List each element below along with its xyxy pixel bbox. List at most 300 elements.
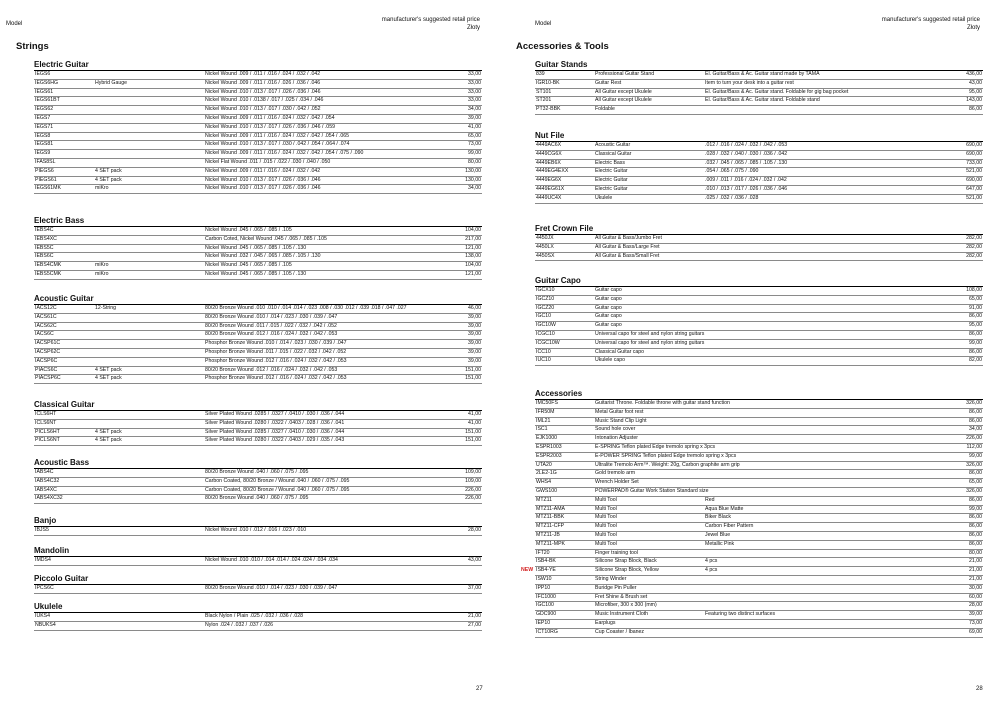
- spec-cell: Phosphor Bronze Wound .011 / .015 / .022 / .032 / .042 / .052: [205, 348, 347, 355]
- spec-cell: 80/20 Bronze Wound .011 / .015 / .022 / .032 / .042 / .052: [205, 322, 337, 329]
- model-cell: ICC10: [536, 348, 551, 355]
- table-row: [535, 322, 983, 331]
- spec-cell: Nickel Wound .009 / .011 / .016 / .026 / .036 / .046: [205, 79, 321, 86]
- spec-cell: Nickel Wound .010 / .013 / .017 / .026 / .036 / .046: [205, 176, 321, 183]
- price-cell: 33,00: [468, 79, 481, 86]
- price-cell: 151,00: [465, 437, 481, 444]
- price-cell: 86,00: [969, 417, 982, 424]
- variant-cell: Electric Guitar: [595, 185, 628, 192]
- model-cell: 4450JX: [536, 235, 554, 241]
- header-price-line1: manufacturer's suggested retail price: [381, 17, 480, 23]
- spec-cell: .025 / .032 / .036 / .028: [705, 194, 759, 201]
- model-cell: IEGS61BT: [35, 97, 60, 104]
- table-row: [34, 80, 482, 89]
- price-cell: 282,00: [966, 235, 982, 241]
- price-cell: 226,00: [465, 486, 481, 493]
- table-row: [34, 429, 482, 438]
- model-cell: 2LE2-1G: [536, 470, 557, 477]
- price-cell: 86,00: [969, 348, 982, 355]
- model-cell: IACSP62C: [35, 348, 61, 355]
- variant-cell: String Winder: [595, 575, 627, 582]
- section: [535, 131, 983, 204]
- table-row: [535, 462, 983, 471]
- price-cell: 27,00: [468, 621, 481, 628]
- price-cell: 86,00: [969, 470, 982, 477]
- price-cell: 226,00: [465, 495, 481, 502]
- model-cell: ICLS6HT: [35, 411, 57, 417]
- table-row: [535, 71, 983, 80]
- spec-cell: Jewel Blue: [705, 531, 731, 538]
- section-heading: Ukulele: [34, 602, 63, 611]
- table-row: [34, 185, 482, 194]
- table-row: [535, 523, 983, 532]
- table-row: [34, 358, 482, 367]
- spec-cell: Nickel Wound .009 / .011 / .016 / .024 / .032 / .042 / .054: [205, 114, 335, 121]
- price-table: [34, 70, 482, 194]
- price-cell: 138,00: [465, 253, 481, 260]
- table-row: [535, 541, 983, 550]
- price-cell: 65,00: [969, 479, 982, 486]
- section-heading: Guitar Capo: [535, 276, 581, 285]
- model-cell: ISC1: [536, 426, 548, 433]
- model-cell: IFAS8SL: [35, 158, 56, 165]
- model-cell: IEGS8: [35, 132, 51, 139]
- price-cell: 326,00: [966, 400, 982, 406]
- price-cell: 217,00: [465, 235, 481, 242]
- variant-cell: miKro: [95, 270, 109, 277]
- table-row: [535, 80, 983, 89]
- price-cell: 43,00: [969, 79, 982, 86]
- price-cell: 73,00: [468, 141, 481, 148]
- spec-cell: Black Nylon / Plain .025 / .032 / .036 / .028: [205, 613, 304, 619]
- spec-cell: Nickel Wound .010 / .013 / .017 / .026 / .036 / .046: [205, 88, 321, 95]
- table-row: [535, 151, 983, 160]
- price-cell: 69,00: [969, 628, 982, 635]
- spec-cell: Phosphor Bronze Wound .012 / .016 / .024 / .032 / .042 / .053: [205, 357, 347, 364]
- model-cell: 4450LX: [536, 243, 554, 250]
- spec-cell: Carbon Coated, 80/20 Bronze / Wound .040 / .060 / .075 / .095: [205, 477, 350, 484]
- price-cell: 65,00: [969, 295, 982, 302]
- section-heading: Banjo: [34, 516, 57, 525]
- spec-cell: Phosphor Bronze Wound .010 / .014 / .023 / .030 / .039 / .047: [205, 340, 347, 347]
- variant-cell: E-POWER SPRING Teflon plated Edge tremolo spring x 3pcs: [595, 452, 737, 459]
- model-cell: PIEGS6: [35, 167, 54, 174]
- price-cell: 39,00: [468, 331, 481, 338]
- spec-cell: Metallic Pink: [705, 540, 735, 547]
- price-cell: 104,00: [465, 262, 481, 269]
- spec-cell: .028 / .032 / .040 / .030 / .036 / .042: [705, 150, 788, 157]
- price-cell: 151,00: [465, 428, 481, 435]
- model-cell: ST101: [536, 88, 552, 95]
- table-row: [34, 177, 482, 186]
- price-cell: 41,00: [468, 123, 481, 130]
- model-cell: IFR50M: [536, 408, 555, 415]
- price-cell: 41,00: [468, 411, 481, 417]
- variant-cell: Guitar capo: [595, 304, 622, 311]
- variant-cell: 4 SET pack: [95, 437, 122, 444]
- model-cell: 4449EG4EXX: [536, 168, 569, 175]
- model-cell: GWS100: [536, 487, 558, 494]
- table-row: [535, 418, 983, 427]
- variant-cell: Gold tremolo arm: [595, 470, 636, 477]
- table-row: [34, 271, 482, 280]
- price-cell: 34,00: [468, 185, 481, 192]
- variant-cell: 12-String: [95, 305, 117, 311]
- table-row: [34, 168, 482, 177]
- table-row: [535, 629, 983, 638]
- table-row: [34, 227, 482, 236]
- price-cell: 86,00: [969, 540, 982, 547]
- table-row: [535, 594, 983, 603]
- section-heading: Mandolin: [34, 546, 70, 555]
- table-row: [535, 620, 983, 629]
- model-cell: IGCZ20: [536, 304, 555, 311]
- section: [34, 602, 482, 631]
- price-cell: 690,00: [966, 150, 982, 157]
- table-row: [535, 349, 983, 358]
- model-cell: PICLS6HT: [35, 428, 60, 435]
- price-cell: 690,00: [966, 177, 982, 184]
- model-cell: IEGS71: [35, 123, 54, 130]
- spec-cell: .054 / .065 / .075 / .090: [705, 168, 759, 175]
- table-row: [34, 349, 482, 358]
- model-cell: IPP10: [536, 584, 551, 591]
- header-model: Model: [535, 21, 552, 27]
- table-row: [535, 400, 983, 409]
- variant-cell: Classical Guitar capo: [595, 348, 645, 355]
- price-cell: 109,00: [465, 469, 481, 475]
- spec-cell: 80/20 Bronze Wound .010 / .014 / .023 / .030 / .039 / .047: [205, 313, 338, 320]
- table-row: [535, 514, 983, 523]
- section-heading: Accessories: [535, 389, 583, 398]
- spec-cell: 80/20 Bronze Wound .040 / .060 / .075 / .095: [205, 495, 309, 502]
- model-cell: IEBS4CMK: [35, 262, 62, 269]
- price-cell: 99,00: [969, 452, 982, 459]
- section-heading: Nut File: [535, 131, 565, 140]
- table-row: [34, 323, 482, 332]
- spec-cell: Nickel Wound .010 / .0138 / .017 / .025 / .034 / .046: [205, 97, 324, 104]
- spec-cell: Carbon Coated, 80/20 Bronze / Wound .040 / .060 / .075 / .095: [205, 486, 350, 493]
- table-row: [535, 340, 983, 349]
- spec-cell: Nickel Flat Wound .011 / .015 / .022 / .030 / .040 / .050: [205, 158, 331, 165]
- price-cell: 33,00: [468, 88, 481, 95]
- variant-cell: Sound hole cover: [595, 426, 636, 433]
- spec-cell: Nickel Wound .045 / .065 / .085 / .105 / .130: [205, 244, 307, 251]
- variant-cell: Guitarist Throne. Foldable throne with guitar stand function: [595, 400, 730, 406]
- table-row: [535, 106, 983, 115]
- model-cell: 4449EG6X: [536, 177, 562, 184]
- spec-cell: 4 pcs: [705, 558, 718, 565]
- page-number: 27: [476, 686, 483, 692]
- table-row: [535, 558, 983, 567]
- section-heading: Acoustic Bass: [34, 458, 90, 467]
- variant-cell: Metal Guitar foot rest: [595, 408, 644, 415]
- spec-cell: Nickel Wound .010 / .013 / .017 / .030 / .042 / .054 / .064 / .074: [205, 141, 350, 148]
- spec-cell: Nickel Wound .010 / .013 / .017 / .026 / .036 / .046 / .059: [205, 123, 335, 130]
- variant-cell: Microfiber, 300 x 300 (mm): [595, 602, 657, 609]
- table-row: [535, 611, 983, 620]
- model-cell: IACSP6C: [35, 357, 58, 364]
- model-cell: IMDS4: [35, 557, 51, 563]
- table-row: [34, 71, 482, 80]
- price-cell: 39,00: [468, 114, 481, 121]
- model-cell: IABS4C: [35, 469, 54, 475]
- variant-cell: Music Instrument Cloth: [595, 611, 649, 618]
- spec-cell: Carbon Fiber Pattern: [705, 523, 754, 530]
- table-row: [535, 313, 983, 322]
- table-row: [34, 613, 482, 622]
- model-cell: ST201: [536, 97, 552, 104]
- variant-cell: Electric Guitar: [595, 168, 628, 175]
- table-row: [535, 244, 983, 253]
- model-cell: IEGS9: [35, 150, 51, 157]
- spec-cell: Silver Plated Wound .0280 / .0322 / .0403 / .029 / .035 / .043: [205, 437, 345, 444]
- variant-cell: Cup Coaster / Ibanez: [595, 628, 645, 635]
- price-cell: 104,00: [465, 227, 481, 233]
- model-cell: IEGS7: [35, 114, 51, 121]
- spec-cell: 80/20 Bronze Wound .012 / .016 / .024 / .032 / .042 / .053: [205, 331, 338, 338]
- price-cell: 99,00: [468, 150, 481, 157]
- model-cell: MTZ11: [536, 496, 553, 503]
- variant-cell: miKro: [95, 185, 109, 192]
- table-row: [535, 506, 983, 515]
- variant-cell: All Guitar & Bass/Jumbo Fret: [595, 235, 662, 241]
- price-cell: 521,00: [966, 168, 982, 175]
- table-row: [34, 253, 482, 262]
- price-cell: 690,00: [966, 142, 982, 148]
- price-cell: 121,00: [465, 270, 481, 277]
- variant-cell: Acoustic Guitar: [595, 142, 631, 148]
- model-cell: IEGS81: [35, 141, 54, 148]
- price-cell: 46,00: [468, 305, 481, 311]
- variant-cell: Classical Guitar: [595, 150, 632, 157]
- section: [34, 294, 482, 384]
- model-cell: PIACS6C: [35, 366, 58, 373]
- price-cell: 39,00: [468, 322, 481, 329]
- table-row: [34, 340, 482, 349]
- model-cell: GDC900: [536, 611, 557, 618]
- header-price-line1: manufacturer's suggested retail price: [881, 17, 980, 23]
- model-cell: IUKS4: [35, 613, 50, 619]
- variant-cell: 4 SET pack: [95, 167, 122, 174]
- model-cell: 4449AC6X: [536, 142, 562, 148]
- price-cell: 95,00: [969, 322, 982, 329]
- variant-cell: All Guitar except Ukulele: [595, 88, 652, 95]
- model-cell: IGC10W: [536, 322, 556, 329]
- model-cell: IACSP61C: [35, 340, 61, 347]
- section: [34, 574, 482, 594]
- variant-cell: Multi Tool: [595, 505, 617, 512]
- price-cell: 86,00: [969, 496, 982, 503]
- price-cell: 33,00: [468, 71, 481, 77]
- price-cell: 41,00: [468, 419, 481, 426]
- price-cell: 39,00: [969, 611, 982, 618]
- spec-cell: Nickel Wound .009 / .011 / .016 / .024 / .032 / .042: [205, 71, 321, 77]
- page-number: 28: [976, 686, 983, 692]
- table-row: [34, 367, 482, 376]
- model-cell: IEP10: [536, 619, 551, 626]
- model-cell: IEGS6: [35, 71, 51, 77]
- model-cell: ISW10: [536, 575, 552, 582]
- table-row: [34, 585, 482, 594]
- right-page: [500, 0, 1000, 707]
- table-row: [535, 497, 983, 506]
- table-row: [34, 331, 482, 340]
- spec-cell: Nickel Wound .045 / .065 / .085 / .105 / .130: [205, 270, 307, 277]
- section: [34, 546, 482, 566]
- variant-cell: Multi Tool: [595, 514, 617, 521]
- model-cell: ICLS6NT: [35, 419, 57, 426]
- model-cell: MTZ11-BBK: [536, 514, 565, 521]
- model-cell: MTZ11-CFP: [536, 523, 565, 530]
- section-heading: Electric Bass: [34, 216, 85, 225]
- price-cell: 647,00: [966, 185, 982, 192]
- table-row: [34, 375, 482, 384]
- table-row: [535, 602, 983, 611]
- section: [535, 60, 983, 115]
- price-cell: 39,00: [468, 313, 481, 320]
- table-row: [535, 142, 983, 151]
- section: [34, 400, 482, 446]
- model-cell: IACS62C: [35, 322, 57, 329]
- spec-cell: Nickel Wound .009 / .011 / .016 / .024 / .032 / .042 / .054 / .065: [205, 132, 350, 139]
- spec-cell: Nickel Wound .010 .010 / .014 .014 / .024 .024 / .034 .034: [205, 557, 338, 563]
- variant-cell: Electric Guitar: [595, 177, 628, 184]
- model-cell: IEBS5CMK: [35, 270, 62, 277]
- section: [34, 60, 482, 194]
- section-heading: Acoustic Guitar: [34, 294, 94, 303]
- model-cell: UTA20: [536, 461, 552, 468]
- price-table: [535, 141, 983, 204]
- model-cell: ICGC10: [536, 330, 555, 337]
- spec-cell: Nickel Wound .010 / .013 / .017 / .030 / .042 / .052: [205, 106, 321, 113]
- table-row: [535, 89, 983, 98]
- price-cell: 21,00: [969, 567, 982, 574]
- model-cell: IGC100: [536, 602, 554, 609]
- price-cell: 65,00: [468, 132, 481, 139]
- page-title: Accessories & Tools: [516, 41, 609, 52]
- section: [34, 458, 482, 504]
- price-cell: 86,00: [969, 531, 982, 538]
- table-row: [34, 159, 482, 168]
- section-heading: Electric Guitar: [34, 60, 89, 69]
- table-row: [535, 296, 983, 305]
- price-cell: 326,00: [966, 487, 982, 494]
- price-table: [34, 556, 482, 566]
- model-cell: IACS12C: [35, 305, 57, 311]
- price-cell: 21,00: [468, 613, 481, 619]
- spec-cell: Nickel Wound .009 / .011 / .016 / .024 / .032 / .042 / .054 / .075 / .090: [205, 150, 364, 157]
- section: [34, 516, 482, 536]
- table-row: [34, 262, 482, 271]
- model-cell: MTZ11-MPK: [536, 540, 566, 547]
- spec-cell: Red: [705, 496, 715, 503]
- table-row: [34, 622, 482, 631]
- model-cell: ICT10RG: [536, 628, 558, 635]
- table-row: [535, 426, 983, 435]
- header-price: [882, 17, 980, 32]
- variant-cell: miKro: [95, 262, 109, 269]
- spec-cell: Carbon Coted, Nickel Wound .045 / .065 / .085 / .105: [205, 235, 327, 242]
- model-cell: IGC10: [536, 313, 551, 320]
- variant-cell: Multi Tool: [595, 496, 617, 503]
- table-row: [535, 444, 983, 453]
- model-cell: IABS4XC32: [35, 495, 63, 502]
- table-row: [535, 435, 983, 444]
- model-cell: IACS61C: [35, 313, 57, 320]
- table-row: [535, 409, 983, 418]
- model-cell: IEGS62: [35, 106, 54, 113]
- table-row: [34, 557, 482, 566]
- price-cell: 21,00: [969, 575, 982, 582]
- table-row: [535, 160, 983, 169]
- model-cell: IEGS61: [35, 88, 54, 95]
- spec-cell: .010 / .013 / .017 / .026 / .036 / .046: [705, 185, 788, 192]
- section: [535, 224, 983, 261]
- model-cell: PIACSP6C: [35, 375, 61, 382]
- variant-cell: Guitar capo: [595, 287, 622, 293]
- price-cell: 99,00: [969, 505, 982, 512]
- variant-cell: Music Stand Clip Light: [595, 417, 647, 424]
- variant-cell: Earplugs: [595, 619, 616, 626]
- variant-cell: Ukulele capo: [595, 357, 625, 364]
- variant-cell: Buridge Pin Puller: [595, 584, 637, 591]
- model-cell: IEBS6C: [35, 253, 54, 260]
- spec-cell: Nickel Wound .010 / .013 / .017 / .026 / .036 / .046: [205, 185, 321, 192]
- header-price: [382, 17, 480, 32]
- variant-cell: Electric Bass: [595, 159, 625, 166]
- table-row: [535, 585, 983, 594]
- model-cell: ESPR2003: [536, 452, 562, 459]
- spec-cell: .032 / .045 / .065 / .085 / .105 / .130: [705, 159, 788, 166]
- variant-cell: Universal capo for steel and nylon string guitars: [595, 339, 705, 346]
- model-cell: IBJS5: [35, 527, 49, 533]
- model-cell: PICLS6NT: [35, 437, 60, 444]
- variant-cell: Hybrid Gauge: [95, 79, 128, 86]
- spec-cell: Phosphor Bronze Wound .012 / .016 / .024 / .032 / .042 / .053: [205, 375, 347, 382]
- page-title: Strings: [16, 41, 49, 52]
- model-cell: PIEGS61: [35, 176, 57, 183]
- table-row: [535, 287, 983, 296]
- price-cell: 91,00: [969, 304, 982, 311]
- header-price-line2: Złoty: [466, 24, 480, 31]
- spec-cell: 80/20 Bronze Wound .040 / .060 / .075 / .095: [205, 469, 309, 475]
- price-cell: 39,00: [468, 348, 481, 355]
- variant-cell: Foldable: [595, 106, 615, 113]
- table-row: [535, 331, 983, 340]
- variant-cell: 4 SET pack: [95, 366, 122, 373]
- table-row: [34, 89, 482, 98]
- price-cell: 130,00: [465, 167, 481, 174]
- header-price-line2: Złoty: [966, 24, 980, 31]
- table-row: [34, 411, 482, 420]
- spec-cell: El. Guitar/Bass & Ac. Guitar stand. Foldable stand: [705, 97, 820, 104]
- table-row: [535, 576, 983, 585]
- price-cell: 143,00: [966, 97, 982, 104]
- model-cell: IUC10: [536, 357, 551, 364]
- table-row: [34, 124, 482, 133]
- price-cell: 112,00: [966, 443, 982, 450]
- price-table: [521, 399, 983, 638]
- table-row: [535, 479, 983, 488]
- model-cell: IABS4C32: [35, 477, 60, 484]
- model-cell: ESPR1003: [536, 443, 562, 450]
- price-cell: 108,00: [966, 287, 982, 293]
- table-row: [34, 314, 482, 323]
- model-cell: 839: [536, 71, 545, 77]
- model-cell: IGCZ10: [536, 295, 555, 302]
- spec-cell: Silver Plated Wound .0285 / .0327 / .0410 / .030 / .036 / .044: [205, 411, 345, 417]
